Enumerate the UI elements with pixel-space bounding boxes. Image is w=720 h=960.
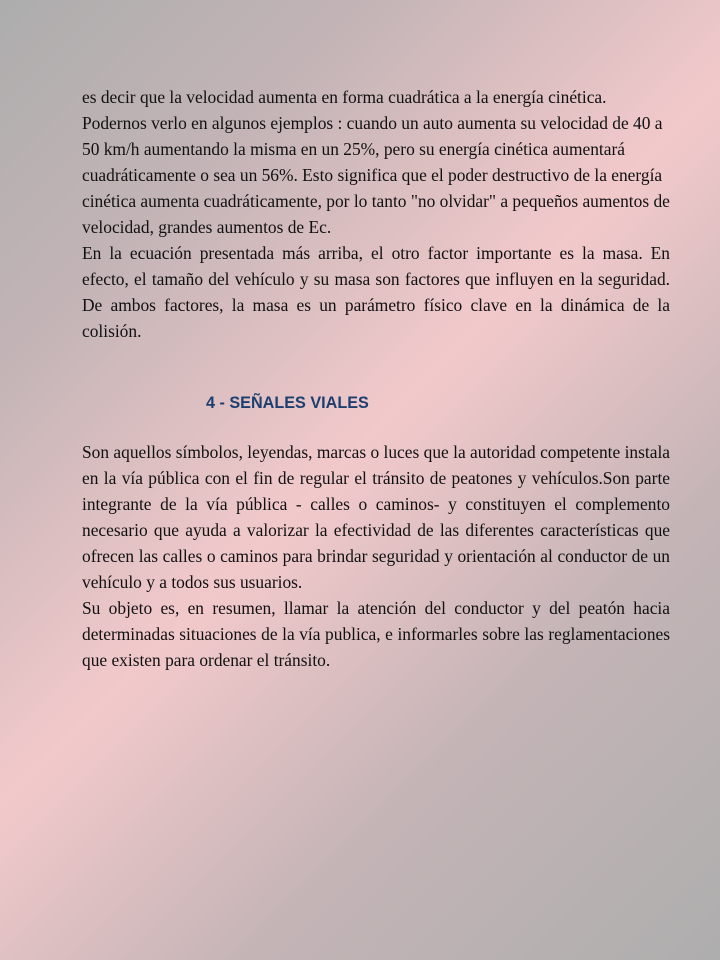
paragraph-velocity-quadratic: es decir que la velocidad aumenta en forma cuadrática a la energía cinética. [82, 87, 607, 107]
section-heading: 4 - SEÑALES VIALES [206, 394, 369, 412]
document-page [82, 84, 670, 673]
paragraph-signals-definition: Son aquellos símbolos, leyendas, marcas o luces que la autoridad competente instala en la vía pública con el fin de regular el tránsito de peatones y vehículos.Son parte integrante de la vía pública - calles o caminos- y constituyen el complemento necesario que ayuda a valorizar la efectividad de las diferentes características que ofrecen las calles o caminos para brindar seguridad y orientación al conductor de un vehículo y a todos sus usuarios. [82, 442, 670, 592]
paragraph-mass-factor: En la ecuación presentada más arriba, el otro factor importante es la masa. En efecto, el tamaño del vehículo y su masa son factores que influyen en la seguridad. De ambos factores, la masa es un parámetro físico clave en la dinámica de la colisión. [82, 243, 670, 341]
paragraph-signals-objective: Su objeto es, en resumen, llamar la atención del conductor y del peatón hacia determinadas situaciones de la vía publica, e informarles sobre las reglamentaciones que existen para ordenar el tránsito. [82, 598, 670, 670]
paragraph-examples: Podernos verlo en algunos ejemplos : cuando un auto aumenta su velocidad de 40 a 50 km/h aumentando la misma en un 25%, pero su energía cinética aumentará cuadráticamente o sea un 56%. Esto significa que el poder destructivo de la energía cinética aumenta cuadráticamente, por lo tanto "no olvidar" a pequeños aumentos de velocidad, grandes aumentos de Ec. [82, 113, 670, 237]
